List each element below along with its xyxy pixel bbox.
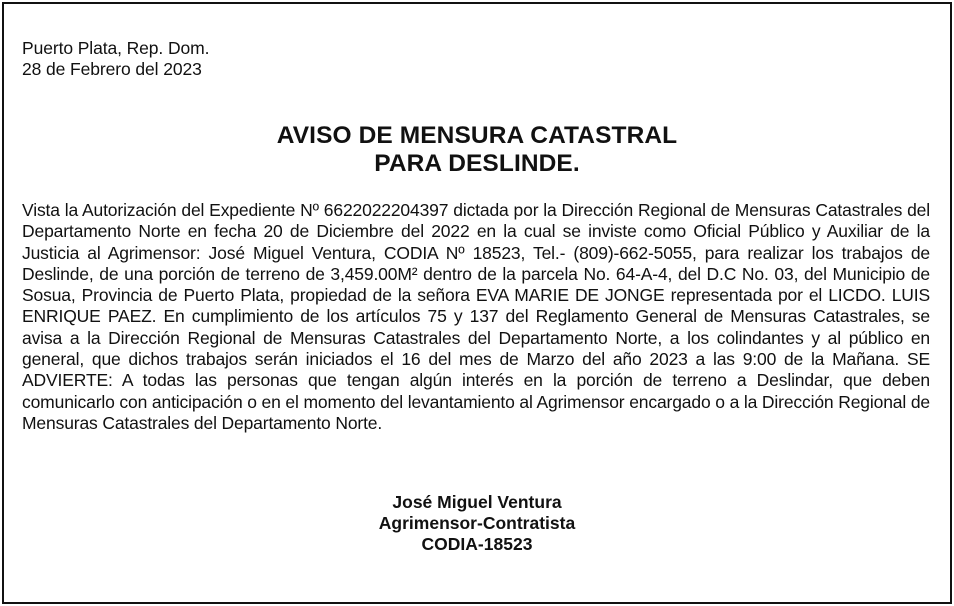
signature-role: Agrimensor-Contratista [378, 513, 576, 533]
signature-license: CODIA-18523 [421, 534, 533, 554]
signature-name: José Miguel Ventura [392, 492, 562, 512]
location-line: Puerto Plata, Rep. Dom. [22, 38, 210, 58]
date-line: 28 de Febrero del 2023 [22, 59, 202, 79]
notice-title [4, 122, 950, 178]
notice-body: Vista la Autorización del Expediente Nº 6622022204397 dictada por la Dirección Regional de Mensuras Catastrales del Departamento Norte en fecha 20 de Diciembre del 2022 en la cual se inviste como Oficial Público y Auxiliar de la Justicia al Agrimensor: José Miguel Ventura, CODIA Nº 18523, Tel.- (809)-662-5055, para realizar los trabajos de Deslinde, de una porción de terreno de 3,459.00M² dentro de la parcela No. 64-A-4, del D.C No. 03, del Municipio de Sosua, Provincia de Puerto Plata, propiedad de la señora EVA MARIE DE JONGE representada por el LICDO. LUIS ENRIQUE PAEZ. En cumplimiento de los artículos 75 y 137 del Reglamento General de Mensuras Catastrales, se avisa a la Dirección Regional de Mensuras Catastrales del Departamento Norte, a los colindantes y al público en general, que dichos trabajos serán iniciados el 16 del mes de Marzo del año 2023 a las 9:00 de la Mañana. SE ADVIERTE: A todas las personas que tengan algún interés en la porción de terreno a Deslindar, que deben comunicarlo con anticipación o en el momento del levantamiento al Agrimensor encargado o a la Dirección Regional de Mensuras Catastrales del Departamento Norte. [22, 200, 930, 433]
signature-block [4, 492, 950, 555]
title-line-1: AVISO DE MENSURA CATASTRAL [276, 122, 678, 149]
notice-frame [2, 2, 952, 604]
location-date-block [22, 38, 209, 80]
title-line-2: PARA DESLINDE. [374, 150, 580, 177]
